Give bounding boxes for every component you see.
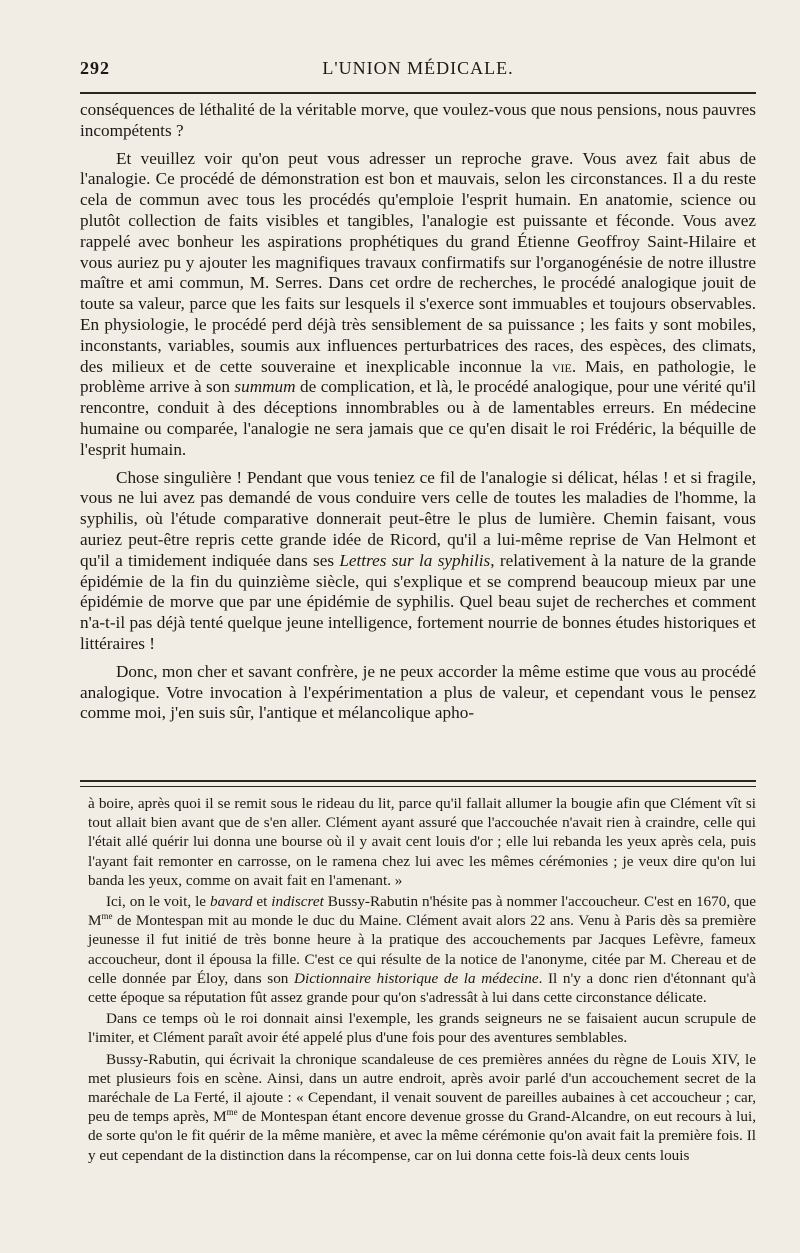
superscript-me: me [101, 911, 113, 922]
footnote-paragraph-4 [88, 1050, 756, 1165]
page-number: 292 [80, 58, 110, 78]
footnote-2-text-d: de Montespan mit au monde le duc du Maine. Clément avait alors 22 ans. Venu à Paris dès sa première jeunesse il fut initié de très bonne heure à la pratique des accouchements par Jacques Lefèvre, fameux accoucheur, dont il épousa la fille. C'est ce qui résulte de la notice de l'anonyme, citée par M. Chereau et de celle donnée par Éloy, dans son [88, 912, 756, 987]
paragraph-3-text-b: , relativement à la nature de la grande épidémie de la fin du quinzième siècle, qui s'explique et se comprend beaucoup mieux par une épidémie de morve que par une épidémie de syphilis. Quel beau sujet de recherches et comment n'a-t-il pas déjà tenté quelque jeune intelligence, fortement nourrie de bonnes études historiques et littéraires ! [80, 550, 756, 653]
superscript-me: me [226, 1107, 238, 1118]
emphasis-indiscret: indiscret [271, 893, 324, 911]
footnotes [88, 794, 756, 1167]
footnote-2-text-a: Ici, on le voit, le [106, 893, 210, 911]
paragraph-4: Donc, mon cher et savant confrère, je ne peux accorder la même estime que vous au procédé analogique. Votre invocation à l'expérimentation a plus de valeur, et cependant vous le pensez comme moi, j'en suis sûr, l'antique et mélancolique apho- [80, 661, 756, 723]
paragraph-3 [80, 468, 756, 655]
footnote-paragraph-2 [88, 892, 756, 1007]
footnote-2-text-e: . Il n'y a donc rien d'étonnant qu'à cette époque sa réputation fût assez grande pour qu'on s'adressât à lui dans cette circonstance délicate. [88, 969, 757, 1007]
main-text [80, 100, 756, 731]
paragraph-2-text-b: . Mais, en pathologie, le problème arrive à son [80, 356, 756, 397]
header-rule [80, 92, 756, 94]
footnote-4-text-b: de Montespan étant encore devenue grosse du Grand-Alcandre, on eut recours à lui, de sorte qu'on le fit quérir de la même manière, et avec la même cérémonie qu'on avait fait la première fois. Il y eut cependant de la distinction dans la récompense, car on lui donna cette fois-là deux cents louis [88, 1108, 757, 1164]
paragraph-1: conséquences de léthalité de la véritable morve, que voulez-vous que nous pensions, nous pauvres incompétents ? [80, 100, 756, 140]
book-title-lettres: Lettres sur la syphilis [339, 550, 491, 570]
paragraph-3-text-a: Chose singulière ! Pendant que vous teniez ce fil de l'analogie si délicat, hélas ! et si fragile, vous ne lui avez pas demandé de vous conduire vers celle de toutes les maladies de l'homme, la syphilis, où l'étude comparative donnerait peut-être le plus de lumière. Chemin faisant, vous auriez peut-être repris cette grande idée de Ricord, qu'il a lui-même reprise de Van Helmont et qu'il a timidement indiquée dans ses [80, 467, 756, 570]
footnote-2-text-b: et [252, 893, 272, 911]
emphasis-bavard: bavard [209, 893, 253, 911]
footnote-separator [80, 780, 756, 787]
paragraph-2 [80, 149, 756, 461]
running-title: L'UNION MÉDICALE. [322, 58, 514, 78]
footnote-paragraph-3: Dans ce temps où le roi donnait ainsi l'exemple, les grands seigneurs ne se faisaient aucun scrupule de l'imiter, et Clément paraît avoir été appelé plus d'une fois pour des aventures semblables. [88, 1010, 756, 1047]
footnote-paragraph-1: à boire, après quoi il se remit sous le rideau du lit, parce qu'il fallait allumer la bougie afin que Clément vît si tout allait bien avant que de s'en aller. Clément ayant assuré que l'accouchée n'avait rien à craindre, celle qui l'était allé quérir lui donna une bourse où il y avait cent louis d'or ; elle lui rebanda les yeux après cela, puis l'ayant fait remonter en carrosse, on le ramena chez lui avec les mêmes cérémonies ; je veux dire qu'on lui banda les yeux, comme on avait fait en l'amenant. » [88, 795, 756, 889]
book-title-dictionnaire: Dictionnaire historique de la médecine [294, 969, 539, 987]
emphasis-summum: summum [234, 377, 296, 397]
page-header [80, 58, 756, 88]
footnote-4-text-a: Bussy-Rabutin, qui écrivait la chronique scandaleuse de ces premières années du règne de Louis XIV, le met plusieurs fois en scène. Ainsi, dans un autre endroit, après avoir parlé d'un accouchement secret de la maréchale de La Ferté, il ajoute : « Cependant, il venait souvent de pareilles aubaines à cet accoucheur ; car, peu de temps après, M [88, 1050, 756, 1126]
paragraph-2-text-c: de complication, et là, le procédé analogique, pour une vérité qu'il rencontre, conduit à des déceptions innombrables ou à de lamentables erreurs. En médecine humaine ou comparée, l'analogie ne sera jamais que ce qu'en disait le roi Frédéric, la béquille de l'esprit humain. [80, 377, 756, 459]
emphasis-vie: vie [551, 356, 572, 376]
footnote-2-text-c: Bussy-Rabutin n'hésite pas à nommer l'accoucheur. C'est en 1670, que M [88, 893, 756, 930]
paragraph-2-text-a: Et veuillez voir qu'on peut vous adresser un reproche grave. Vous avez fait abus de l'analogie. Ce procédé de démonstration est bon et mauvais, selon les circonstances. Il a du reste cela de commun avec tous les procédés qu'emploie l'esprit humain. En anatomie, science ou plutôt collection de faits visibles et tangibles, l'analogie est puissante et féconde. Vous avez rappelé avec bonheur les aspirations prophétiques du grand Étienne Geoffroy Saint-Hilaire et vous auriez pu y ajouter les magnifiques travaux confirmatifs sur l'organogénésie de notre illustre maître et ami commun, M. Serres. Dans cet ordre de recherches, le procédé analogique jouit de toute sa valeur, parce que les faits sur lesquels il s'exerce sont immuables et toujours observables. En physiologie, le procédé perd déjà très sensiblement de sa puissance ; les faits y sont mobiles, inconstants, variables, soumis aux influences perturbatrices des races, des espèces, des climats, des milieux et de cette souveraine et inexplicable inconnue la [80, 148, 756, 376]
